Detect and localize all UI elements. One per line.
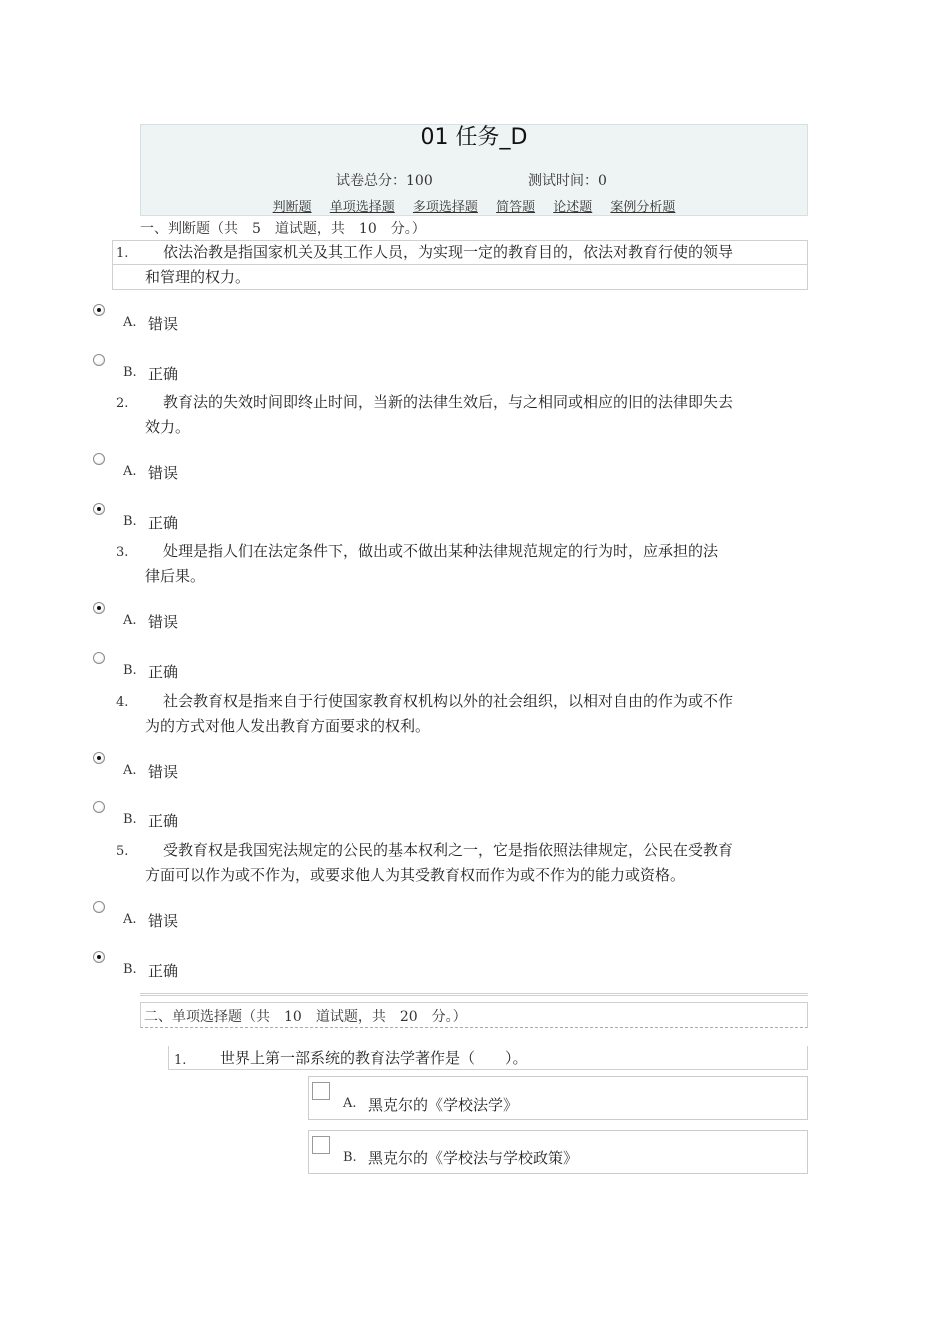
- radio-q4-b[interactable]: [93, 801, 105, 813]
- option-letter: A.: [123, 315, 137, 330]
- question-text-cont: 效力。: [145, 418, 191, 436]
- radio-q2-a[interactable]: [93, 453, 105, 465]
- question-text-cont: 和管理的权力。: [145, 268, 251, 286]
- nav-link-judgment[interactable]: 判断题: [272, 200, 312, 215]
- nav-link-short-answer[interactable]: 简答题: [496, 200, 536, 215]
- nav-link-essay[interactable]: 论述题: [553, 200, 593, 215]
- option-letter: B.: [123, 663, 137, 678]
- option-label: 黑克尔的《学校法学》: [368, 1096, 519, 1114]
- question-number: 4.: [116, 695, 129, 710]
- option-letter: B.: [123, 514, 137, 529]
- question-number: 2.: [116, 396, 129, 411]
- option-label: 正确: [148, 812, 179, 830]
- option-label: 错误: [148, 315, 179, 333]
- checkbox-q1-a[interactable]: [312, 1082, 330, 1100]
- question-text: 社会教育权是指来自于行使国家教育权机构以外的社会组织，以相对自由的作为或不作: [163, 692, 734, 710]
- option-label: 正确: [148, 365, 179, 383]
- section-heading-judgment: 一、判断题（共 5 道试题，共 10 分。）: [140, 221, 426, 237]
- section-nav: [140, 196, 808, 215]
- option-letter: A.: [123, 464, 137, 479]
- radio-q1-a[interactable]: [93, 304, 105, 316]
- question-text: 教育法的失效时间即终止时间，当新的法律生效后，与之相同或相应的旧的法律即失去: [163, 393, 734, 411]
- question-text-cont: 方面可以作为或不作为，或要求他人为其受教育权而作为或不作为的能力或资格。: [145, 866, 686, 884]
- option-label: 黑克尔的《学校法与学校政策》: [368, 1149, 579, 1167]
- option-label: 正确: [148, 962, 179, 980]
- radio-q3-a[interactable]: [93, 602, 105, 614]
- question-text: 受教育权是我国宪法规定的公民的基本权利之一，它是指依照法律规定，公民在受教育: [163, 841, 734, 859]
- radio-q5-b[interactable]: [93, 951, 105, 963]
- option-label: 错误: [148, 763, 179, 781]
- question-text-cont: 律后果。: [145, 567, 206, 585]
- checkbox-q1-b[interactable]: [312, 1136, 330, 1154]
- question-text: 依法治教是指国家机关及其工作人员，为实现一定的教育目的，依法对教育行使的领导: [163, 243, 734, 261]
- question-text: 处理是指人们在法定条件下，做出或不做出某种法律规范规定的行为时，应承担的法: [163, 542, 719, 560]
- section-divider: [140, 993, 808, 996]
- option-letter: A.: [343, 1096, 357, 1111]
- question-text: 世界上第一部系统的教育法学著作是（ ）。: [220, 1049, 528, 1067]
- test-time: 测试时间：0: [528, 173, 607, 189]
- question-number: 1.: [116, 246, 129, 261]
- question-text-cont: 为的方式对他人发出教育方面要求的权利。: [145, 717, 431, 735]
- option-letter: B.: [343, 1150, 357, 1165]
- nav-link-single-choice[interactable]: 单项选择题: [329, 200, 395, 215]
- question-number: 3.: [116, 545, 129, 560]
- option-label: 错误: [148, 464, 179, 482]
- total-score: 试卷总分：100: [336, 173, 433, 189]
- option-label: 错误: [148, 613, 179, 631]
- nav-link-multiple-choice[interactable]: 多项选择题: [412, 200, 478, 215]
- option-letter: B.: [123, 812, 137, 827]
- radio-q1-b[interactable]: [93, 354, 105, 366]
- radio-q4-a[interactable]: [93, 752, 105, 764]
- nav-link-case-analysis[interactable]: 案例分析题: [610, 200, 676, 215]
- radio-q5-a[interactable]: [93, 901, 105, 913]
- radio-q3-b[interactable]: [93, 652, 105, 664]
- option-label: 正确: [148, 514, 179, 532]
- section-heading-single-choice: 二、单项选择题（共 10 道试题，共 20 分。）: [144, 1009, 467, 1025]
- question-number: 1.: [174, 1053, 187, 1068]
- option-letter: A.: [123, 763, 137, 778]
- question-number: 5.: [116, 844, 129, 859]
- radio-q2-b[interactable]: [93, 503, 105, 515]
- option-letter: B.: [123, 365, 137, 380]
- option-label: 错误: [148, 912, 179, 930]
- option-letter: A.: [123, 912, 137, 927]
- option-label: 正确: [148, 663, 179, 681]
- exam-title: 01 任务_D: [420, 125, 528, 150]
- option-letter: B.: [123, 962, 137, 977]
- option-letter: A.: [123, 613, 137, 628]
